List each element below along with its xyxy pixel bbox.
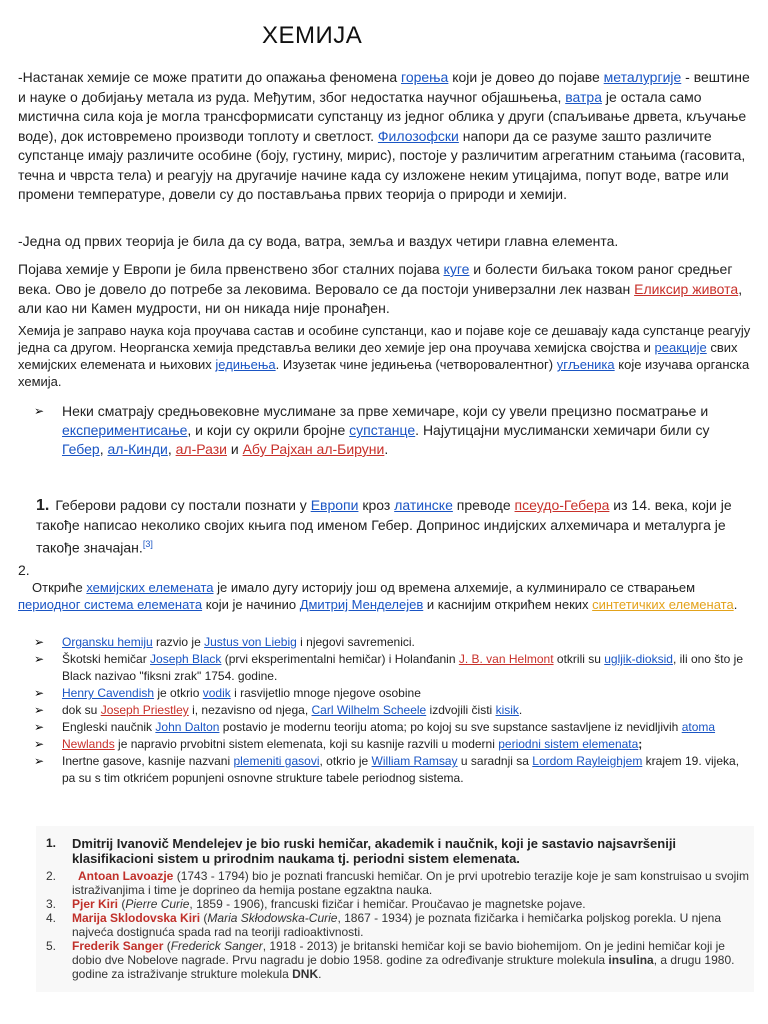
text: и (226, 441, 243, 457)
list-item (34, 736, 754, 753)
link-jedinjenja[interactable]: једињења (215, 357, 276, 372)
link-filozofski[interactable]: Филозофски (377, 127, 459, 144)
text: Dmitrij Ivanovič Mendelejev je bio ruski hemičar, akademik i naučnik, koji je sastavio najsavršeniji klasifikacioni sistem u prirodnim naukama tj. periodni sistem elemenata. (72, 836, 677, 866)
text: , a drugu 1980. godine za istraživanje strukture molekula (72, 953, 735, 981)
link-plemeniti-gasovi[interactable]: plemeniti gasovi (233, 754, 320, 768)
number-label: 2. (18, 562, 30, 578)
text: , otkrio je (319, 754, 372, 768)
list-item (34, 753, 754, 787)
text: ( (118, 897, 126, 911)
link-atoma[interactable]: atoma (681, 720, 716, 734)
scientists-numbered-box (36, 826, 754, 992)
link-william-ramsay[interactable]: William Ramsay (371, 754, 458, 768)
link-liebig[interactable]: Justus von Liebig (204, 635, 297, 649)
link-ugljenika[interactable]: угљеника (556, 357, 615, 372)
text: Појава хемије у Европи је била првенствено због сталних појава (18, 261, 444, 277)
text: -Настанак хемије се може пратити до опажања феномена (18, 69, 402, 85)
text: razvio je (152, 635, 205, 649)
text: . (518, 703, 523, 717)
text: DNK (292, 967, 319, 981)
link-hemijskih-elemenata[interactable]: хемијских елемената (86, 580, 214, 595)
text: који је начинио (202, 597, 300, 612)
list-item (36, 911, 754, 939)
link-reakcije[interactable]: реакције (654, 340, 707, 355)
text: u saradnji sa (457, 754, 533, 768)
scientists-list (34, 634, 754, 787)
link-vatra[interactable]: ватра (565, 88, 602, 105)
text: кроз (358, 497, 395, 513)
link-periodni-sistem[interactable]: periodni sistem elemenata (498, 737, 639, 751)
text: , 1859 - 1906), francuski fizičar i hemičar. Proučavao je magnetske pojave. (189, 897, 586, 911)
arrow-bullet-icon: ➢ (34, 703, 45, 717)
link-john-dalton[interactable]: John Dalton (155, 720, 220, 734)
arrow-bullet-icon: ➢ (34, 754, 45, 768)
list-item (36, 869, 754, 897)
link-geber[interactable]: Гебер (62, 441, 100, 457)
text: , и који су окрили бројне (187, 422, 350, 438)
list-item (34, 702, 754, 719)
text: dok su (62, 703, 101, 717)
text: otkrili su (553, 652, 605, 666)
link-lord-rayleigh[interactable]: Lordom Rayleighjem (532, 754, 643, 768)
link-priestley[interactable]: Joseph Priestley (100, 703, 189, 717)
text: . Изузетак чине једињења (четворовалентног) (275, 357, 557, 372)
list-item (34, 685, 754, 702)
link-al-biruni[interactable]: Абу Рајхан ал-Бируни (242, 441, 385, 457)
arrow-bullet-icon: ➢ (34, 652, 45, 666)
text: Engleski naučnik (62, 720, 156, 734)
link-eksperimentisanje[interactable]: експериментисање (62, 422, 188, 438)
arrow-bullet-icon: ➢ (34, 635, 45, 649)
arrow-bullet-icon: ➢ (34, 720, 45, 734)
arrow-bullet-icon: ➢ (34, 404, 45, 418)
text: Неки сматрају средњовековне муслимане за прве хемичаре, који су увели прецизно посматрање и (62, 403, 709, 419)
text: Хемија је заправо наука која проучава састав и особине супстанци, као и појаве које се дешавају када супстанце реагују једна са другом. Неорганска хемија представља велики део хемије јер она проучава хемијска својства и (18, 323, 751, 355)
text: , 1867 - 1934) je poznata fizičarka i hemičarka poljskog porekla. U njena najveća dostignuća spada rad na teoriji radioaktivnosti. (72, 911, 721, 939)
text: je napravio prvobitni sistem elemenata, koji su kasnije razvili u moderni (114, 737, 499, 751)
europe-paragraph (18, 260, 758, 319)
link-scheele[interactable]: Carl Wilhelm Scheele (311, 703, 427, 717)
link-gorenja[interactable]: горења (401, 69, 449, 85)
text: који је довео до појаве (448, 69, 604, 85)
person-name: Antoan Lavoazje (78, 869, 174, 883)
text: . (733, 597, 738, 612)
link-periodnog-sistema[interactable]: периодног система елемената (18, 597, 203, 612)
text: из 14. века, који је такође написао неколико својих књига под именом Гебер. Допринос индијских алхемичара и металурга је такође значајан. (36, 497, 732, 556)
list-item (36, 836, 754, 866)
definition-paragraph (18, 322, 758, 390)
number-label: 2. (46, 869, 57, 883)
list-item (34, 719, 754, 736)
text: (prvi eksperimentalni hemičar) i Holanđanin (221, 652, 459, 666)
link-organska-hemija[interactable]: Organsku hemiju (62, 635, 153, 649)
list-item (34, 402, 754, 459)
person-name: Frederik Sanger (72, 939, 164, 953)
reference-link[interactable]: [3] (142, 539, 153, 549)
text: krajem 19. vijeka, pa su s tim otkrićem popunjeni osnovne strukture tabele periodnog sistema. (62, 754, 740, 785)
numbered-paragraph-1 (36, 496, 758, 558)
list-item (36, 897, 754, 911)
text: је остала само мистична сила која је могла трансформисати супстанцу из једног облика у други (спаљивање дрвета, кључање воде), док истовремено производи топлоту и светлост. (18, 88, 747, 144)
scientists-numbered-list (36, 826, 754, 981)
number-label: 1. (46, 836, 57, 850)
text: , 1918 - 2013) je britanski hemičar koji se bavio biohemijom. On je jedini hemičar koji je dobio dve Nobelove nagrade. Prvu nagradu je dobio 1958. godine za određivanje strukture molekula (72, 939, 725, 967)
link-vodik[interactable]: vodik (202, 686, 231, 700)
text: insulina (608, 953, 654, 967)
text: izdvojili čisti (426, 703, 496, 717)
text: postavio je modernu teoriju atoma; po kojoj su sve supstance sastavljene iz nevidljivih (219, 720, 682, 734)
list-item (34, 634, 754, 651)
text: ( (163, 939, 171, 953)
text: и каснијим открићем неких (423, 597, 593, 612)
text: i, nezavisno od njega, (188, 703, 312, 717)
link-evropi[interactable]: Европи (310, 497, 359, 513)
number-label: 3. (46, 897, 57, 911)
text: свих хемијских елемената и њихових (18, 340, 738, 372)
text: . Најутицајни муслимански хемичари били су (415, 422, 710, 438)
text: је имало дугу историју још од времена алхемије, а кулминирало се стварањем (213, 580, 696, 595)
text: које изучава органска хемија. (18, 357, 750, 389)
text: (1743 - 1794) bio je poznati francuski hemičar. On je prvi upotrebio terazije koje je sam konstruisao u svojim istraživanjima i time je doprineo da hemija postane egzaktna nauka. (72, 869, 749, 897)
link-joseph-black[interactable]: Joseph Black (150, 652, 222, 666)
link-pseudo-gebera[interactable]: псеудо-Гебера (514, 497, 610, 513)
text: . (384, 441, 389, 457)
link-supstance[interactable]: супстанце (349, 422, 416, 438)
text: ( (200, 911, 208, 925)
number-label: 5. (46, 939, 57, 953)
link-kuge[interactable]: куге (443, 261, 470, 277)
text: , ili ono što je Black nazivao "fiksni zrak" 1754. godine. (62, 652, 743, 683)
text: Frederick Sanger (170, 939, 263, 953)
link-latinske[interactable]: латинске (394, 497, 453, 513)
text: , (167, 441, 176, 457)
link-newlands[interactable]: Newlands (62, 737, 115, 751)
text: Откриће (32, 580, 87, 595)
list-item (36, 939, 754, 981)
text: , али као ни Камен мудрости, ни он никада није пронађен. (18, 280, 743, 316)
link-sinteticki-elementi[interactable]: синтетичких елемената (592, 597, 734, 612)
text: Škotski hemičar (62, 652, 151, 666)
text: преводе (452, 497, 515, 513)
link-van-helmont[interactable]: J. B. van Helmont (458, 652, 554, 666)
text: i njegovi savremenici. (296, 635, 415, 649)
link-al-kindi[interactable]: ал-Кинди (107, 441, 168, 457)
text: напори да се разуме зашто различите супстанце имају различите особине (боју, густину, мирис), постоје у различитим агрегатним стањима (гасовита, течна и чврста тела) и реагују на другачије начине када су изложене неким утицајима, попут воде, ватре или промени температуре, довели су до постављања првих теорија о природи и хемији. (18, 127, 746, 202)
text: , (99, 441, 108, 457)
link-al-razi[interactable]: ал-Рази (175, 441, 227, 457)
text: i rasvijetlio mnoge njegove osobine (230, 686, 421, 700)
link-mendeljejev[interactable]: Дмитриј Менделејев (299, 597, 424, 612)
intro-paragraph (18, 68, 758, 205)
text: Inertne gasove, kasnije nazvani (62, 754, 234, 768)
link-eliksir-zivota[interactable]: Еликсир живота (634, 280, 739, 297)
person-name: Pjer Kiri (72, 897, 119, 911)
text: . (318, 967, 322, 981)
text: ; (638, 737, 643, 751)
text: Геберови радови су постали познати у (55, 497, 311, 513)
arrow-bullet-icon: ➢ (34, 737, 45, 751)
arrow-bullet-icon: ➢ (34, 686, 45, 700)
link-cavendish[interactable]: Henry Cavendish (62, 686, 155, 700)
text: Maria Skłodowska-Curie (207, 911, 338, 925)
link-ugljik-dioksid[interactable]: ugljik-dioksid (604, 652, 673, 666)
muslim-chemists-list (34, 402, 754, 459)
list-item (34, 651, 754, 685)
person-name: Marija Sklodovska Kiri (72, 911, 201, 925)
page-title: ХЕМИЈА (262, 22, 363, 49)
text: je otkrio (154, 686, 203, 700)
numbered-paragraph-2 (18, 562, 758, 613)
four-elements-paragraph: -Једна од првих теорија је била да су вода, ватра, земља и ваздух четири главна елемента. (18, 233, 619, 249)
number-label: 1. (36, 497, 50, 514)
text: и болести биљака током раног средњег века. Ово је довело до потребе за лековима. Веровало се да постоји универзални лек назван (18, 261, 733, 297)
number-label: 4. (46, 911, 57, 925)
link-kisik[interactable]: kisik (495, 703, 519, 717)
link-metalurgije[interactable]: металургије (603, 69, 682, 85)
text: - вештине и науке о добијању метала из руда. Међутим, због недостатка научног објашњења, (18, 69, 750, 105)
text: Pierre Curie (125, 897, 190, 911)
